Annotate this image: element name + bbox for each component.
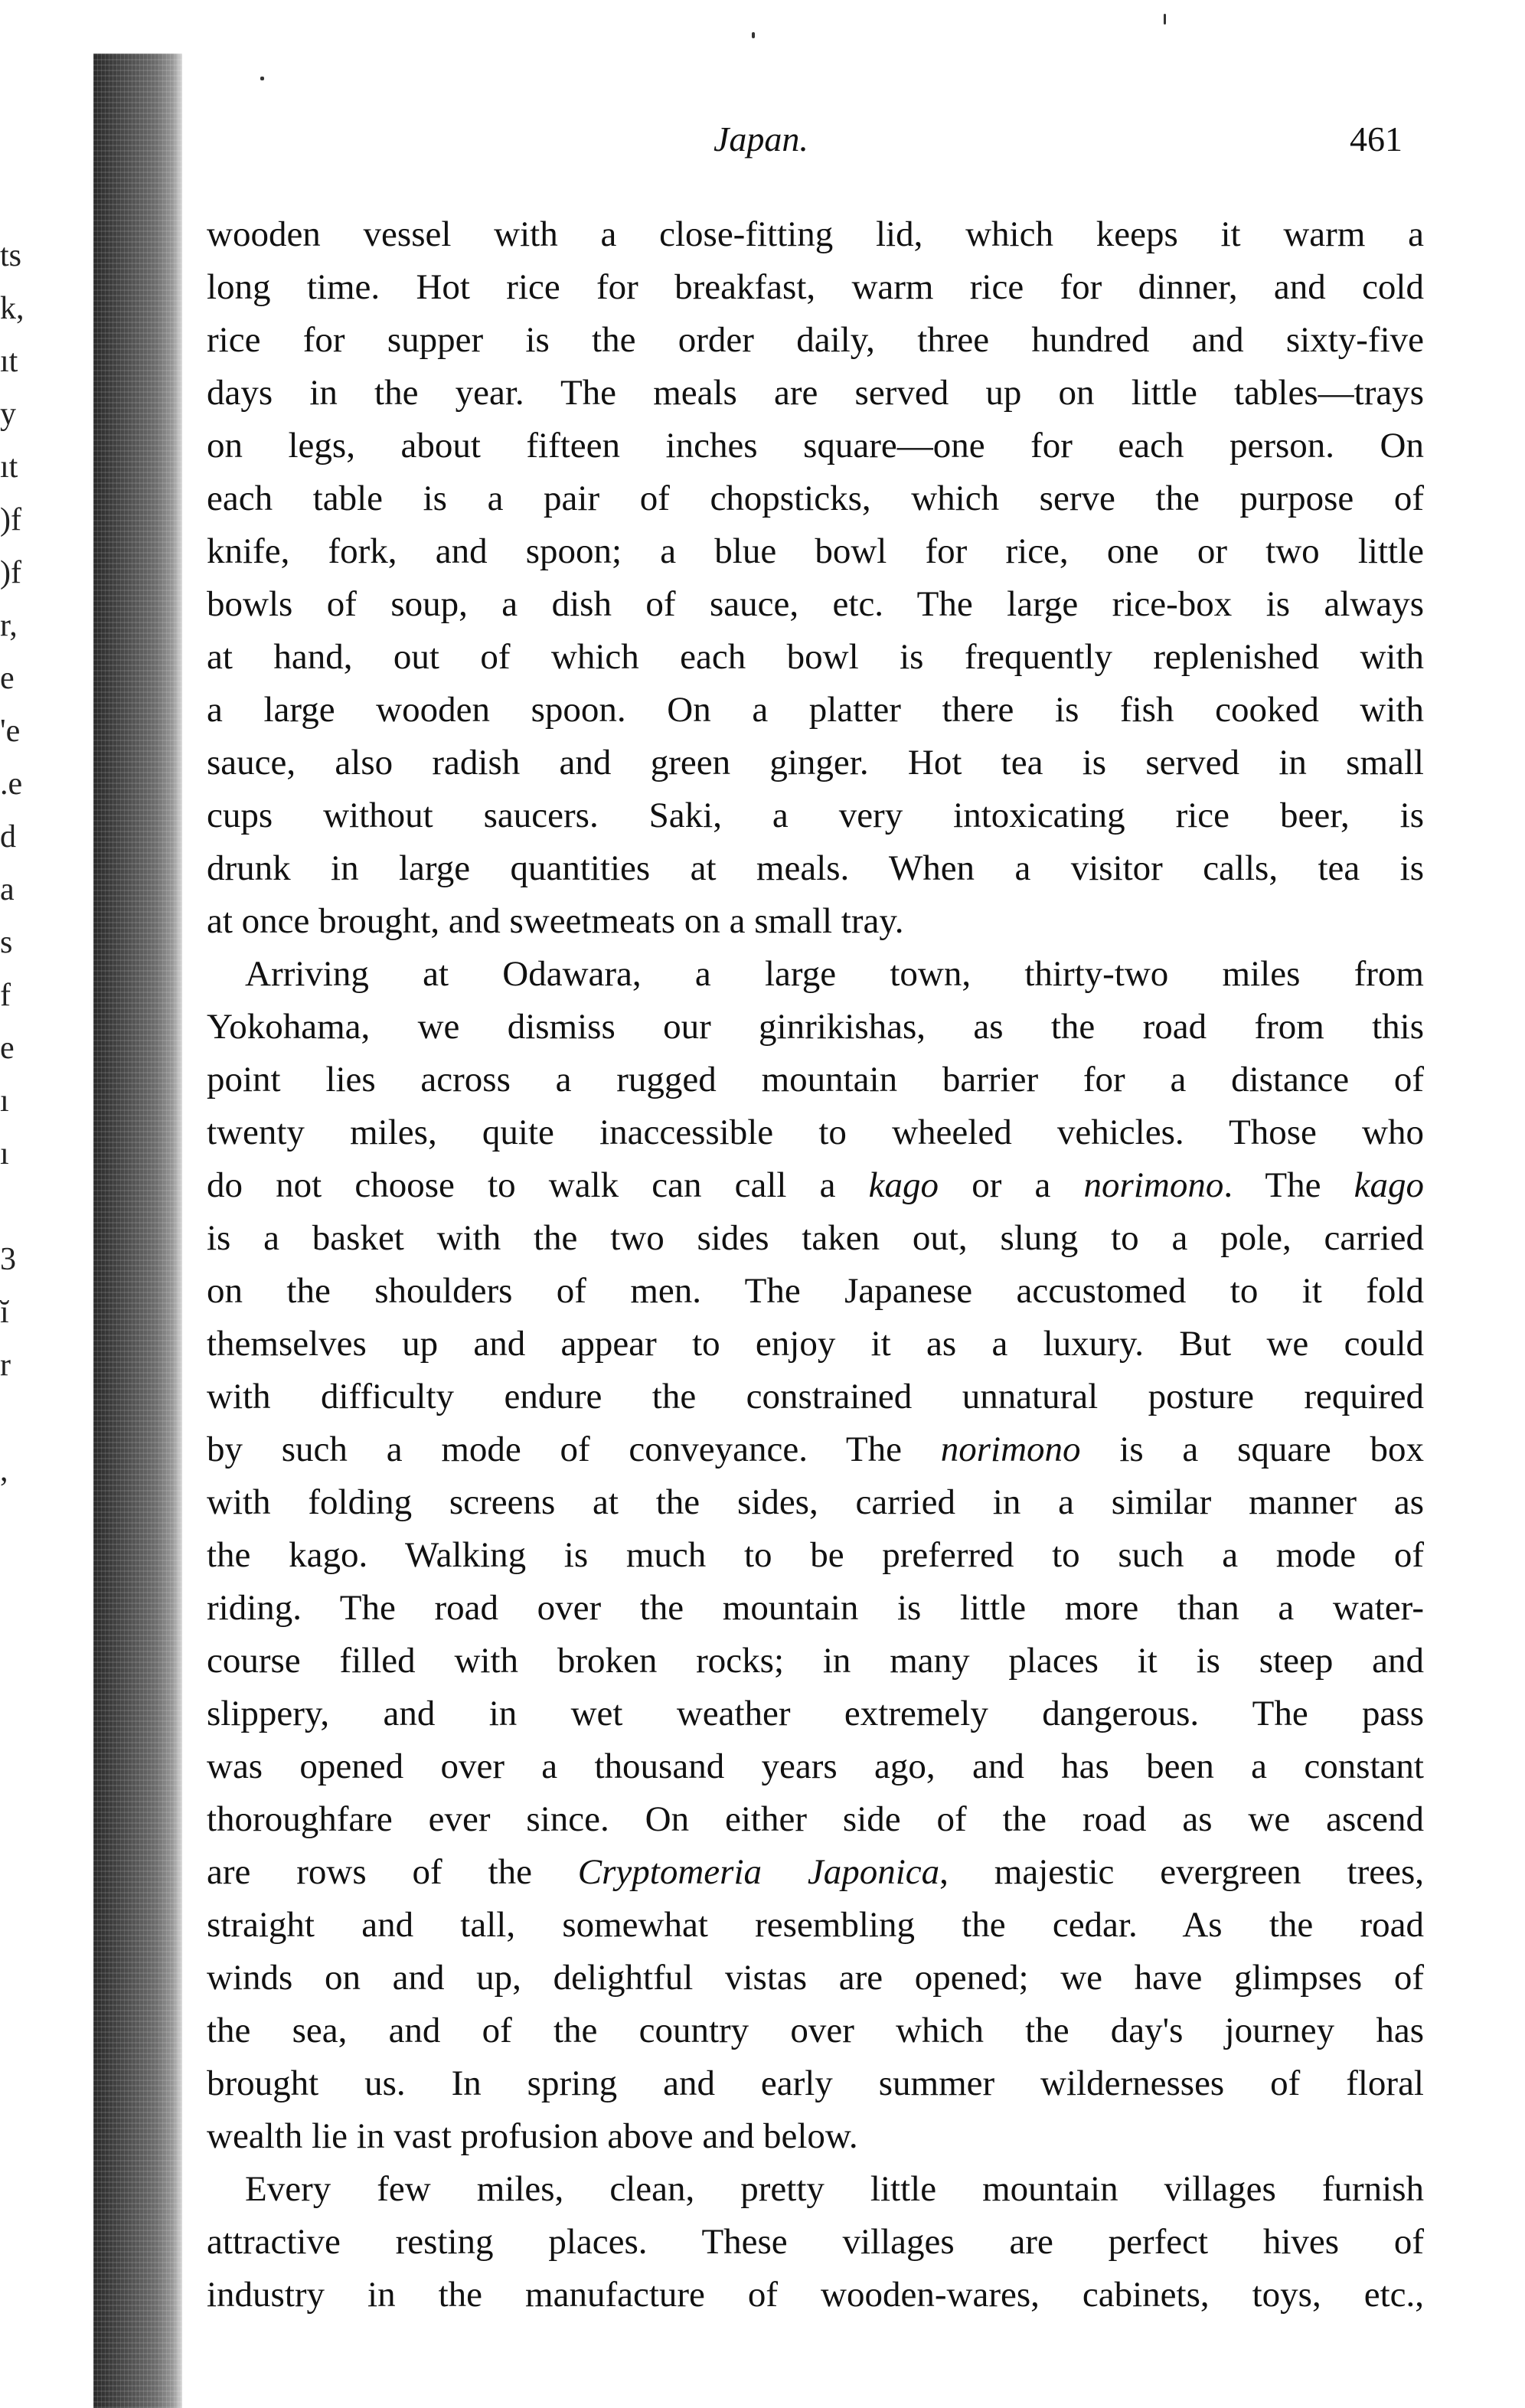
- text-run: is a basket with the two sides taken out, slung to a pole, carried: [207, 1218, 1424, 1258]
- print-speck: [260, 77, 264, 80]
- edge-fragment: [0, 1181, 73, 1233]
- text-line: [207, 1952, 1424, 2004]
- text-run: slippery, and in wet weather extremely dangerous. The pass: [207, 1694, 1424, 1733]
- text-run: long time. Hot rice for breakfast, warm rice for dinner, and cold: [207, 267, 1424, 307]
- italic-term: kago: [868, 1165, 939, 1205]
- text-line: [207, 1793, 1424, 1846]
- text-line: [207, 1846, 1424, 1899]
- text-run: straight and tall, somewhat resembling the cedar. As the road: [207, 1905, 1424, 1945]
- text-line: [207, 789, 1424, 842]
- text-run: Yokohama, we dismiss our ginrikishas, as the road from this: [207, 1007, 1424, 1047]
- edge-fragment: 'e: [0, 714, 21, 749]
- edge-fragment: k,: [0, 291, 24, 326]
- text-line: [207, 1740, 1424, 1793]
- text-line: [207, 1265, 1424, 1318]
- text-run: winds on and up, delightful vistas are opened; we have glimpses of: [207, 1958, 1424, 1998]
- italic-term: norimono: [940, 1429, 1081, 1469]
- text-line: [207, 208, 1424, 261]
- text-run: drunk in large quantities at meals. When a visitor calls, tea is: [207, 848, 1424, 888]
- text-line: [207, 1476, 1424, 1529]
- edge-fragment: )f: [0, 502, 21, 537]
- edge-fragment: ı: [0, 1136, 9, 1171]
- edge-fragment: [0, 1550, 73, 1603]
- edge-fragment: ts: [0, 238, 22, 273]
- text-line: [207, 2163, 1424, 2216]
- page-header: [208, 119, 1403, 165]
- text-run: brought us. In spring and early summer wildernesses of floral: [207, 2063, 1424, 2103]
- text-run: , majestic evergreen trees,: [939, 1852, 1424, 1892]
- text-run: the sea, and of the country over which the day's journey has: [207, 2011, 1424, 2050]
- edge-fragment: ıt: [0, 449, 18, 485]
- text-line: [207, 2216, 1424, 2269]
- edge-fragment: 3: [0, 1242, 16, 1277]
- text-run: thoroughfare ever since. On either side of the road as we ascend: [207, 1799, 1424, 1839]
- text-run: on legs, about fifteen inches square—one for each person. On: [207, 426, 1424, 466]
- text-line: [207, 314, 1424, 367]
- text-run: was opened over a thousand years ago, and has been a constant: [207, 1746, 1424, 1786]
- print-speck: [1164, 14, 1166, 25]
- text-line: [207, 1635, 1424, 1688]
- text-line: [207, 261, 1424, 314]
- text-run: bowls of soup, a dish of sauce, etc. The large rice-box is always: [207, 584, 1424, 624]
- text-line: [207, 1212, 1424, 1265]
- text-run: days in the year. The meals are served up on little tables—trays: [207, 373, 1424, 413]
- text-run: themselves up and appear to enjoy it as a luxury. But we could: [207, 1324, 1424, 1364]
- print-speck: [752, 32, 755, 38]
- edge-fragment: ıt: [0, 344, 18, 379]
- edge-fragment: y: [0, 397, 16, 432]
- text-line: [207, 1054, 1424, 1106]
- text-run: . The: [1223, 1165, 1354, 1205]
- text-line: [207, 1423, 1424, 1476]
- text-line: [207, 631, 1424, 684]
- text-line: [207, 578, 1424, 631]
- edge-fragment: f: [0, 978, 11, 1013]
- text-line: [207, 2269, 1424, 2321]
- edge-fragment: )f: [0, 555, 21, 590]
- edge-fragment: [0, 1603, 73, 1656]
- edge-fragment: r,: [0, 608, 18, 643]
- text-run: on the shoulders of men. The Japanese accustomed to it fold: [207, 1271, 1424, 1311]
- text-run: industry in the manufacture of wooden-wares, cabinets, toys, etc.,: [207, 2275, 1424, 2315]
- text-line: [207, 895, 1424, 948]
- text-run: each table is a pair of chopsticks, which serve the purpose of: [207, 479, 1424, 518]
- text-run: by such a mode of conveyance. The: [207, 1429, 941, 1469]
- running-title: Japan.: [714, 119, 808, 158]
- text-line: [207, 1688, 1424, 1740]
- text-line: [207, 1001, 1424, 1054]
- body-text: [207, 208, 1424, 2321]
- text-run: or a: [939, 1165, 1084, 1205]
- text-run: wooden vessel with a close-fitting lid, which keeps it warm a: [207, 214, 1424, 254]
- text-line: [207, 367, 1424, 420]
- text-run: course filled with broken rocks; in many places it is steep and: [207, 1641, 1424, 1681]
- edge-fragment: .e: [0, 766, 23, 802]
- edge-fragment: ,: [0, 1453, 8, 1488]
- text-line: [207, 2110, 1424, 2163]
- italic-term: kago: [1354, 1165, 1424, 1205]
- text-line: [207, 842, 1424, 895]
- italic-term: Cryptomeria Japonica: [577, 1852, 940, 1892]
- text-line: [207, 525, 1424, 578]
- text-line: [207, 684, 1424, 737]
- edge-fragment: r: [0, 1348, 11, 1383]
- page-number: 461: [1350, 119, 1403, 158]
- text-line: [207, 737, 1424, 789]
- text-run: the kago. Walking is much to be preferred to such a mode of: [207, 1535, 1424, 1575]
- edge-fragment: ı: [0, 1083, 9, 1119]
- text-run: Every few miles, clean, pretty little mountain villages furnish: [245, 2169, 1424, 2209]
- edge-fragment: s: [0, 925, 13, 960]
- edge-fragment: ĭ: [0, 1295, 9, 1330]
- text-run: are rows of the: [207, 1852, 578, 1892]
- text-run: a large wooden spoon. On a platter there is fish cooked with: [207, 690, 1424, 730]
- text-run: rice for supper is the order daily, three hundred and sixty-five: [207, 320, 1424, 360]
- text-run: at hand, out of which each bowl is frequently replenished with: [207, 637, 1424, 677]
- text-line: [207, 1371, 1424, 1423]
- text-run: cups without saucers. Saki, a very intoxicating rice beer, is: [207, 796, 1424, 835]
- italic-term: norimono: [1083, 1165, 1224, 1205]
- edge-fragment: e: [0, 661, 15, 696]
- text-run: sauce, also radish and green ginger. Hot tea is served in small: [207, 743, 1424, 783]
- text-line: [207, 472, 1424, 525]
- text-line: [207, 1106, 1424, 1159]
- text-line: [207, 948, 1424, 1001]
- text-run: do not choose to walk can call a: [207, 1165, 869, 1205]
- text-run: point lies across a rugged mountain barrier for a distance of: [207, 1060, 1424, 1099]
- text-run: Arriving at Odawara, a large town, thirty-two miles from: [245, 954, 1424, 994]
- text-run: with folding screens at the sides, carried in a similar manner as: [207, 1482, 1424, 1522]
- adjacent-page-fragments: [0, 230, 73, 1656]
- text-run: is a square box: [1080, 1429, 1424, 1469]
- text-run: knife, fork, and spoon; a blue bowl for rice, one or two little: [207, 531, 1424, 571]
- edge-fragment: [0, 1392, 73, 1445]
- text-run: twenty miles, quite inaccessible to wheeled vehicles. Those who: [207, 1113, 1424, 1152]
- edge-fragment: [0, 1498, 73, 1550]
- edge-fragment: a: [0, 872, 15, 907]
- text-line: [207, 1159, 1424, 1212]
- text-line: [207, 1318, 1424, 1371]
- text-run: with difficulty endure the constrained unnatural posture required: [207, 1377, 1424, 1416]
- text-run: attractive resting places. These villages are perfect hives of: [207, 2222, 1424, 2262]
- text-run: wealth lie in vast profusion above and below.: [207, 2116, 858, 2156]
- text-line: [207, 2004, 1424, 2057]
- edge-fragment: e: [0, 1031, 15, 1066]
- text-line: [207, 1582, 1424, 1635]
- text-run: at once brought, and sweetmeats on a small tray.: [207, 901, 904, 941]
- text-line: [207, 420, 1424, 472]
- binding-gutter: [93, 54, 182, 2408]
- text-run: riding. The road over the mountain is little more than a water-: [207, 1588, 1424, 1628]
- text-line: [207, 2057, 1424, 2110]
- edge-fragment: d: [0, 819, 16, 854]
- text-line: [207, 1899, 1424, 1952]
- text-line: [207, 1529, 1424, 1582]
